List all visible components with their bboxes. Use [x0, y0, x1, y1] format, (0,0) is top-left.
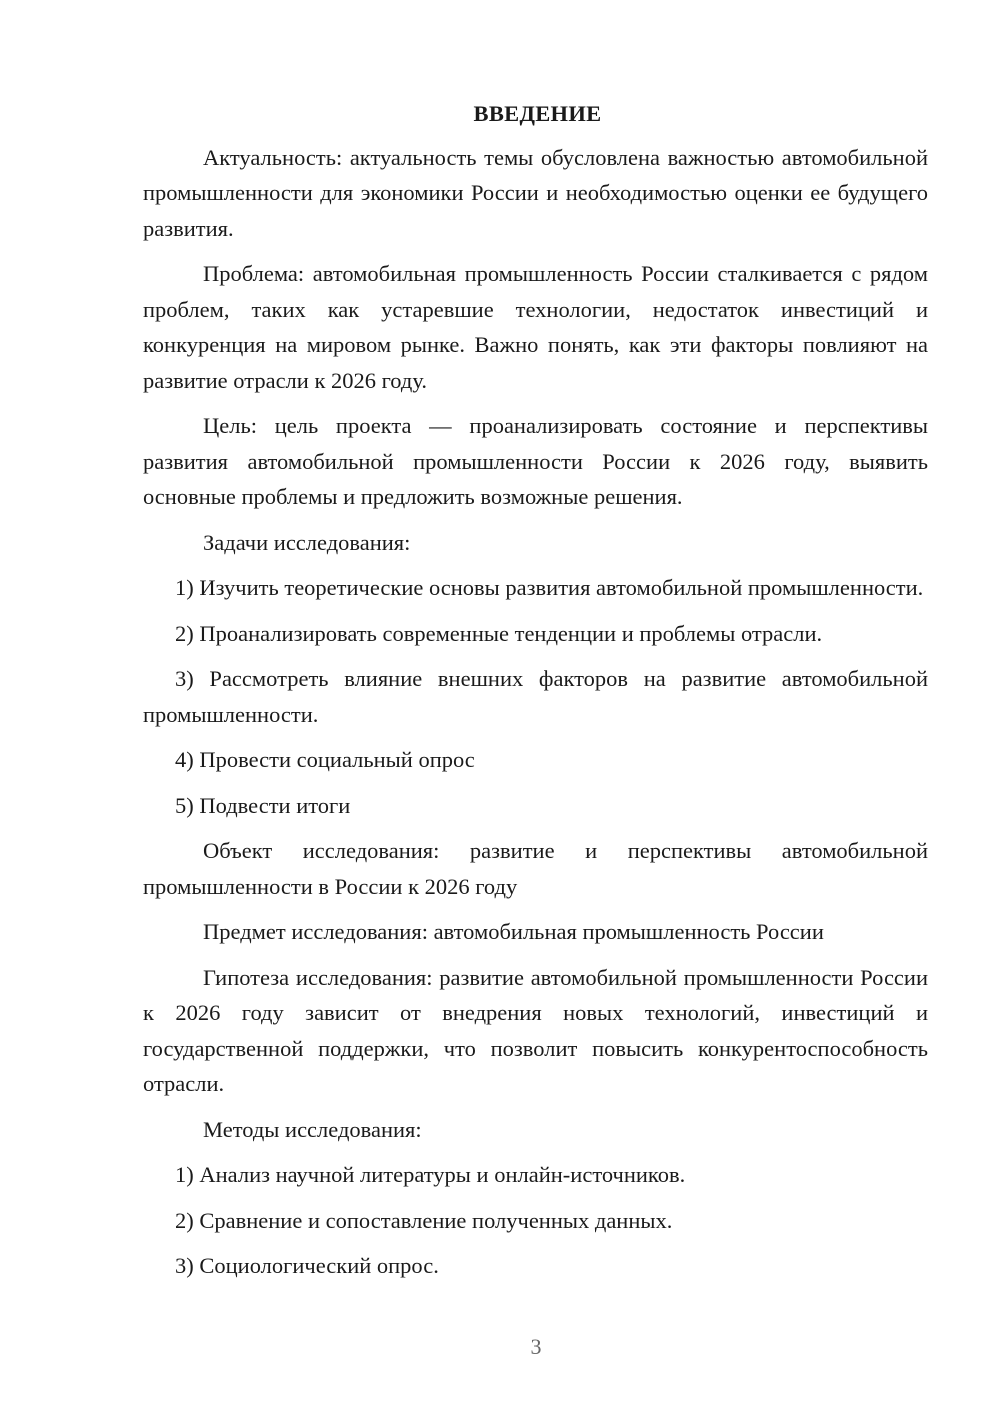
hypothesis-paragraph: Гипотеза исследования: развитие автомобильной промышленности России к 2026 году зависит от внедрения новых технологий, инвестиций и государственной поддержки, что позволит повысить конкурентоспособность отрасли.	[143, 964, 928, 1096]
object-paragraph: Объект исследования: развитие и перспективы автомобильной промышленности в России к 2026 году	[143, 838, 928, 899]
task-item-4: 4) Провести социальный опрос	[175, 747, 475, 772]
method-item-3: 3) Социологический опрос.	[175, 1253, 439, 1278]
relevance-paragraph: Актуальность: актуальность темы обусловлена важностью автомобильной промышленности для экономики России и необходимостью оценки ее будущего развития.	[143, 144, 928, 241]
page-number: 3	[530, 1334, 542, 1359]
tasks-heading: Задачи исследования:	[203, 529, 411, 555]
task-item-5: 5) Подвести итоги	[175, 792, 351, 818]
task-item-3: 3) Рассмотреть влияние внешних факторов на развитие автомобильной промышленности.	[143, 666, 928, 727]
method-item-2: 2) Сравнение и сопоставление полученных данных.	[175, 1207, 673, 1233]
methods-heading: Методы исследования:	[203, 1116, 422, 1142]
goal-paragraph: Цель: цель проекта — проанализировать состояние и перспективы развития автомобильной промышленности России к 2026 году, выявить основные проблемы и предложить возможные решения.	[143, 413, 928, 509]
task-item-1: 1) Изучить теоретические основы развития автомобильной промышленности.	[175, 575, 924, 600]
method-item-1: 1) Анализ научной литературы и онлайн-источников.	[175, 1162, 686, 1187]
problem-paragraph: Проблема: автомобильная промышленность России сталкивается с рядом проблем, таких как устаревшие технологии, недостаток инвестиций и конкуренция на мировом рынке. Важно понять, как эти факторы повлияют на развитие отрасли к 2026 году.	[143, 261, 928, 393]
subject-paragraph: Предмет исследования: автомобильная промышленность России	[203, 919, 824, 944]
task-item-2: 2) Проанализировать современные тенденции и проблемы отрасли.	[175, 620, 823, 646]
document-body	[143, 96, 928, 1294]
section-title: ВВЕДЕНИЕ	[473, 101, 602, 126]
